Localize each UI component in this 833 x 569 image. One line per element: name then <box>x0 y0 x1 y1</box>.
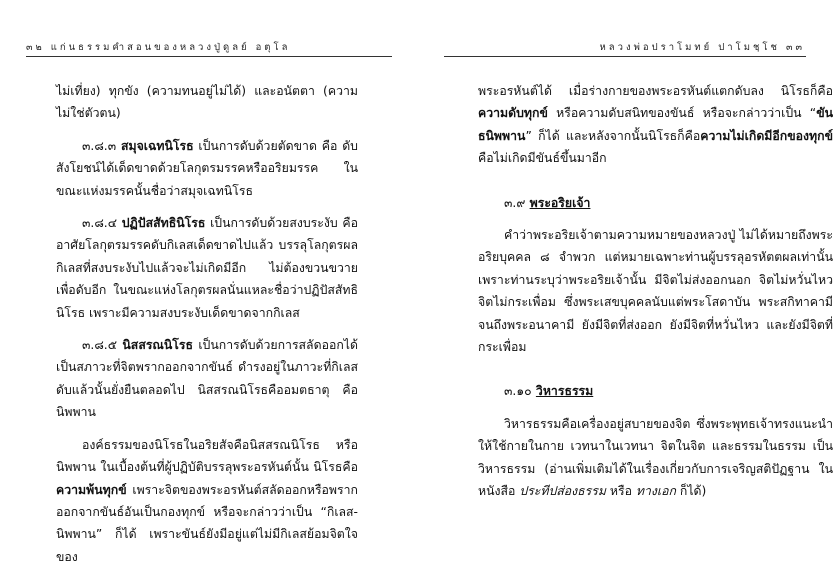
right-page-body <box>478 80 833 503</box>
paragraph-text: ก็ได้) <box>675 484 707 499</box>
section-3-8-3 <box>56 135 358 202</box>
section-heading-3-10 <box>478 380 833 402</box>
continued-paragraph <box>478 80 833 170</box>
section-number: ๓.๘.๔ <box>82 216 118 231</box>
book-title: ทางเอก <box>635 484 676 499</box>
section-3-8-5 <box>56 334 358 424</box>
section-term: ปฏิปัสสัทธินิโรธ <box>121 216 206 231</box>
paragraph-text: คือไม่เกิดมีขันธ์ขึ้นมาอีก <box>478 151 607 166</box>
paragraph-text: หรือความดับสนิทของขันธ์ หรือจะกล่าวว่าเป็น “ <box>547 106 817 121</box>
paragraph-text: ” ก็ได้ และหลังจากนั้นนิโรธก็คือ <box>525 128 701 143</box>
section-text: เป็นการดับด้วยตัดขาด คือ ดับสังโยชน์ได้เด็ดขาดด้วยโลกุตรมรรคหรืออริยมรรค ในขณะแห่งมรรคนั้นชื่อว่าสมุจเฉทนิโรธ <box>56 138 358 198</box>
paragraph-text: เพราะจิตของพระอรหันต์สลัดออกหรือพรากออกจากขันธ์อันเป็นกองทุกข์ หรือจะกล่าวว่าเป็น “กิเลส-นิพพาน” ก็ได้ เพราะขันธ์ยังมีอยู่แต่ไม่มีกิเลสย้อมจิตใจของ <box>56 482 358 564</box>
heading-title: วิหารธรรม <box>535 384 594 399</box>
paragraph-ariya: คำว่าพระอริยเจ้าตามความหมายของหลวงปู่ ไม่ได้หมายถึงพระอริยบุคคล ๘ จำพวก แต่หมายเฉพาะท่านผู้บรรลุอรหัตตผลเท่านั้น เพราะท่านระบุว่าพระอริยเจ้านั้น มีจิตไม่ส่งออกนอก จิตไม่หวั่นไหว จิตไม่กระเพื่อม ซึ่งพระเสขบุคคลนับแต่พระโสดาบัน พระสกิทาคามี จนถึงพระอนาคามี ยังมีจิตที่ส่งออก ยังมีจิตที่หวั่นไหว และยังมีจิตที่กระเพื่อม <box>478 228 833 355</box>
right-page-header: หลวงพ่อปราโมทย์ ปาโมชฺโช ๓๓ <box>599 42 805 53</box>
left-page-body <box>56 80 358 568</box>
paragraph-text: พระอรหันต์ได้ เมื่อร่างกายของพระอรหันต์แตกดับลง นิโรธก็คือ <box>478 84 833 98</box>
bold-term: ความไม่เกิดมีอีกของทุกข์ <box>700 128 833 143</box>
section-text: เป็นการดับด้วยสงบระงับ คืออาศัยโลกุตรมรรคดับกิเลสเด็ดขาดไปแล้ว บรรลุโลกุตรผล กิเลสที่สงบระงับไปแล้วจะไม่เกิดมีอีก ไม่ต้องขวนขวายเพื่อดับอีก ในขณะแห่งโลกุตรผลนั่นแหละชื่อว่าปฏิปัสสัทธินิโรธ เพราะมีความสงบระงับเด็ดขาดจากกิเลส <box>56 216 358 320</box>
left-header-rule <box>26 56 392 57</box>
section-term: สมุจเฉทนิโรธ <box>120 138 194 153</box>
bold-term: ความดับทุกข์ <box>478 106 548 121</box>
paragraph-text: หรือ <box>605 484 636 499</box>
left-page-header: ๓๒ แก่นธรรมคำสอนของหลวงปู่ดูลย์ อตุโล <box>26 42 291 53</box>
heading-title: พระอริยเจ้า <box>529 195 591 210</box>
section-text: เป็นการดับด้วยการสลัดออกได้ เป็นสภาวะที่จิตพรากออกจากขันธ์ ดำรงอยู่ในภาวะที่กิเลสดับแล้วนั้นยั่งยืนตลอดไป นิสสรณนิโรธคืออมตธาตุ คือนิพพาน <box>56 338 358 420</box>
paragraph-nirodha <box>56 434 358 568</box>
section-3-8-4 <box>56 212 358 324</box>
right-header-rule <box>444 56 806 57</box>
section-term: นิสสรณนิโรธ <box>122 338 193 353</box>
book-title: ประทีปส่องธรรม <box>519 484 606 499</box>
paragraph-text: วิหารธรรมคือเครื่องอยู่สบายของจิต ซึ่งพระพุทธเจ้าทรงแนะนำให้ใช้กายในกาย เวทนาในเวทนา จิตในจิต และธรรมในธรรม เป็นวิหารธรรม (อ่านเพิ่มเติมได้ในเรื่องเกี่ยวกับการเจริญสติปัฏฐาน ในหนังสือ <box>478 416 833 499</box>
heading-number: ๓.๑๐ <box>504 384 532 399</box>
section-heading-3-9 <box>478 192 833 214</box>
bold-term: ขันธนิพพาน <box>478 106 833 143</box>
paragraph-vihara <box>478 413 833 503</box>
paragraph-text: องค์ธรรมของนิโรธในอริยสัจคือนิสสรณนิโรธ หรือนิพพาน ในเบื้องต้นที่ผู้ปฏิบัติบรรลุพระอรหันต์นั้น นิโรธคือ <box>56 437 358 475</box>
left-page <box>0 0 416 569</box>
bold-term: ความพ้นทุกข์ <box>56 482 127 497</box>
section-number: ๓.๘.๓ <box>82 138 117 153</box>
continued-paragraph: ไม่เที่ยง) ทุกขัง (ความทนอยู่ไม่ได้) และอนัตตา (ความไม่ใช่ตัวตน) <box>56 84 358 121</box>
section-number: ๓.๘.๕ <box>82 338 118 353</box>
heading-number: ๓.๙ <box>504 195 526 210</box>
